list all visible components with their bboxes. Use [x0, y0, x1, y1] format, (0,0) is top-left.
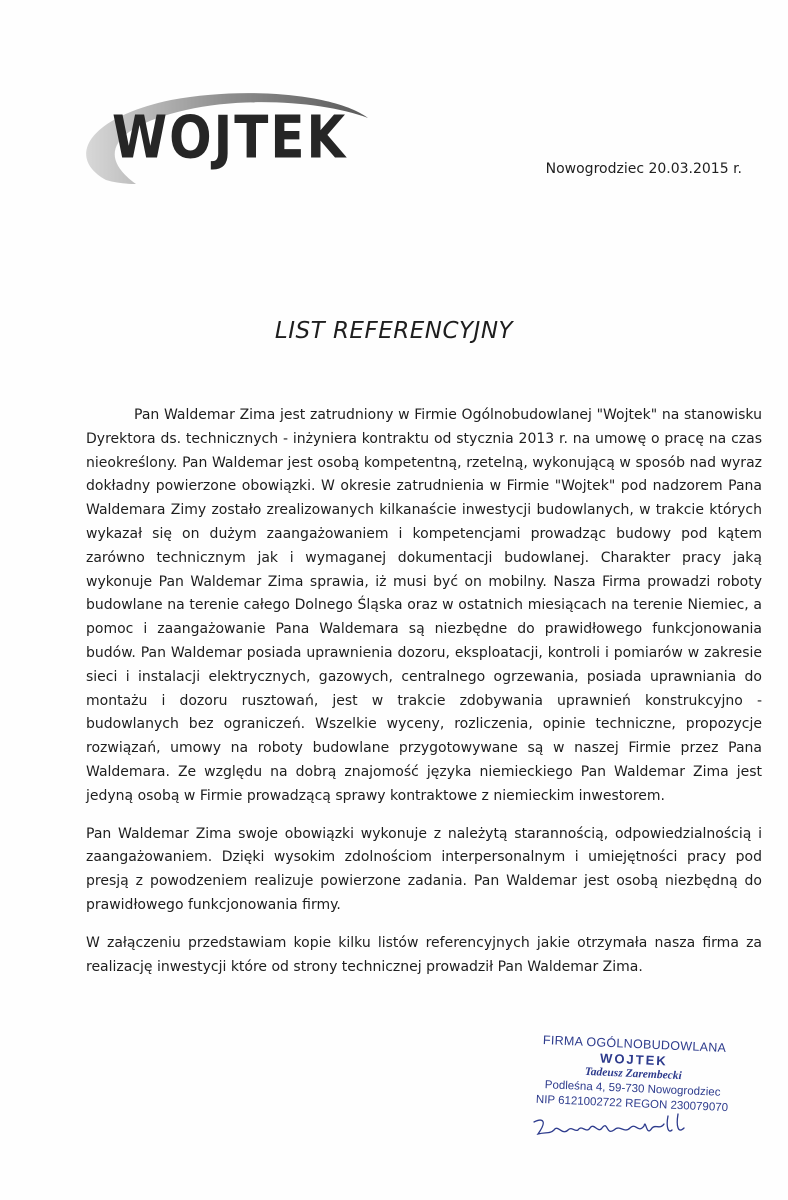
stamp-tax-ids: NIP 6121002722 REGON 230079070: [535, 1093, 729, 1115]
company-logo: [76, 88, 376, 204]
paragraph-3: W załączeniu przedstawiam kopie kilku listów referencyjnych jakie otrzymała nasza firma za realizację inwestycji które od strony technicznej prowadził Pan Waldemar Zima.: [86, 934, 762, 975]
stamp-company-name: WOJTEK: [599, 1050, 669, 1069]
stamp-company-type: FIRMA OGÓLNOBUDOWLANA: [542, 1033, 727, 1056]
paragraph-2: Pan Waldemar Zima swoje obowiązki wykonuje z należytą starannością, odpowiedzialnością i zaangażowaniem. Dzięki wysokim zdolnościom interpersonalnym i umiejętności pracy pod presją z powodzeniem realizuje powierzone zadania. Pan Waldemar jest osobą niezbędną do prawidłowego funkcjonowania firmy.: [86, 825, 762, 913]
stamp-address: Podleśna 4, 59-730 Nowogrodziec: [544, 1079, 721, 1099]
stamp-owner-name: Tadeusz Zarembecki: [584, 1065, 682, 1083]
paragraph-1: Pan Waldemar Zima jest zatrudniony w Firmie Ogólnobudowlanej "Wojtek" na stanowisku Dyrektora ds. technicznych - inżyniera kontraktu od stycznia 2013 r. na umowę o pracę na czas nieokreślony. Pan Waldemar jest osobą kompetentną, rzetelną, wykonującą w sposób nad wyraz dokładny powierzone obowiązki. W okresie zatrudnienia w Firmie "Wojtek" pod nadzorem Pana Waldemara Zimy zostało zrealizowanych kilkanaście inwestycji budowlanych, w trakcie których wykazał się on dużym zaangażowaniem i kompetencjami prowadząc budowy pod kątem zarówno technicznym jak i wymaganej dokumentacji budowlanej. Charakter pracy jaką wykonuje Pan Waldemar Zima sprawia, iż musi być on mobilny. Nasza Firma prowadzi roboty budowlane na terenie całego Dolnego Śląska oraz w ostatnich miesiącach na terenie Niemiec, a pomoc i zaangażowanie Pana Waldemara są niezbędne do prawidłowego funkcjonowania budów. Pan Waldemar posiada uprawnienia dozoru, eksploatacji, kontroli i pomiarów w zakresie sieci i instalacji elektrycznych, gazowych, centralnego ogrzewania, posiada uprawniania do montażu i dozoru rusztowań, jest w trakcie zdobywania uprawnień konstrukcyjno - budowlanych bez ograniczeń. Wszelkie wyceny, rozliczenia, opinie techniczne, propozycje rozwiązań, umowy na roboty budowlane przygotowywane są w naszej Firmie przez Pana Waldemara. Ze względu na dobrą znajomość języka niemieckiego Pan Waldemar Zima jest jedyną osobą w Firmie prowadzącą sprawy kontraktowe z niemieckim inwestorem.: [86, 407, 762, 804]
handwritten-signature: [528, 1108, 698, 1148]
company-stamp: [517, 1032, 750, 1117]
letter-body: [86, 404, 762, 979]
document-title: LIST REFERENCYJNY: [274, 318, 514, 344]
letter-date: Nowogrodziec 20.03.2015 r.: [545, 161, 742, 177]
logo-wordmark: WOJTEK: [112, 103, 348, 172]
